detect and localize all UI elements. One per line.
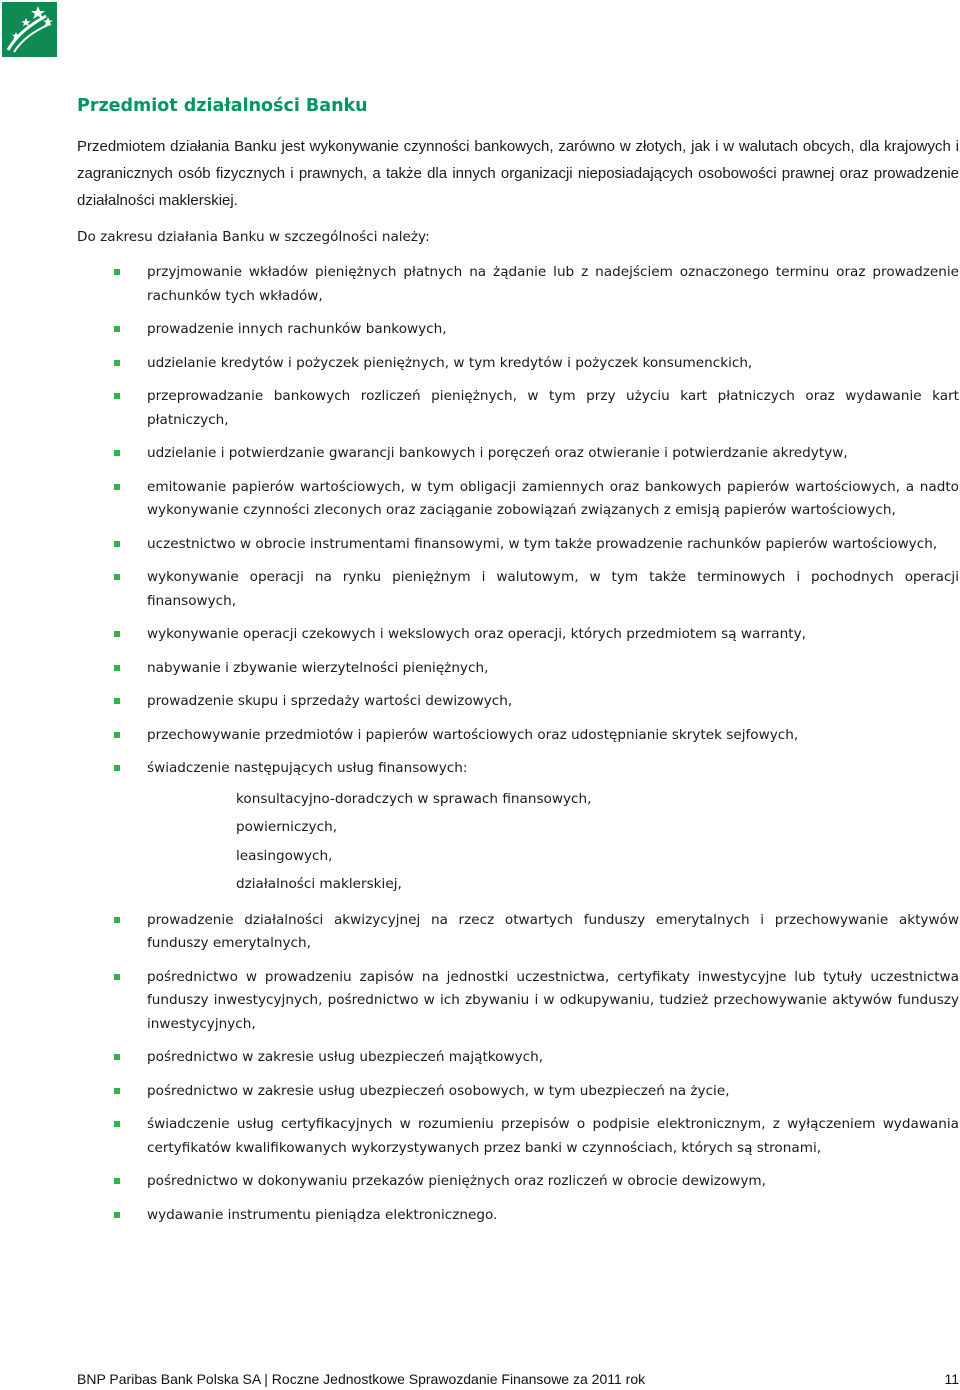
list-item: pośrednictwo w dokonywaniu przekazów pieniężnych oraz rozliczeń w obrocie dewizowym, (0, 1170, 959, 1194)
list-item: pośrednictwo w prowadzeniu zapisów na jednostki uczestnictwa, certyfikaty inwestycyjne lub tytuły uczestnictwa funduszy inwestycyjnych, pośrednictwo w ich zbywaniu i w odkupywaniu, tudzież przechowywanie aktywów funduszy inwestycyjnych, (0, 966, 959, 1037)
sublist-item: działalności maklerskiej, (236, 876, 402, 892)
bullet-icon (114, 393, 120, 399)
list-item: pośrednictwo w zakresie usług ubezpieczeń osobowych, w tym ubezpieczeń na życie, (0, 1080, 959, 1104)
list-item: świadczenie usług certyfikacyjnych w rozumieniu przepisów o podpisie elektronicznym, z wyłączeniem wydawania certyfikatów kwalifikowanych wykorzystywanych przez banki w czynnościach, których są stronami, (0, 1113, 959, 1160)
bnp-paribas-logo (2, 2, 57, 57)
bullet-icon (114, 269, 120, 275)
list-item: wydawanie instrumentu pieniądza elektronicznego. (0, 1204, 959, 1228)
list-item: udzielanie kredytów i pożyczek pieniężnych, w tym kredytów i pożyczek konsumenckich, (0, 352, 959, 376)
bullet-icon (114, 360, 120, 366)
list-item: prowadzenie działalności akwizycyjnej na rzecz otwartych funduszy emerytalnych i przechowywanie aktywów funduszy emerytalnych, (0, 909, 959, 956)
bullet-icon (114, 326, 120, 332)
list-item: emitowanie papierów wartościowych, w tym obligacji zamiennych oraz bankowych papierów wartościowych, a nadto wykonywanie czynności zleconych oraz zaciąganie zobowiązań związanych z emisją papierów wartościowych, (0, 476, 959, 523)
bullet-icon (114, 1121, 120, 1127)
bullet-icon (114, 765, 120, 771)
list-item: nabywanie i zbywanie wierzytelności pieniężnych, (0, 657, 959, 681)
list-item: uczestnictwo w obrocie instrumentami finansowymi, w tym także prowadzenie rachunków papierów wartościowych, (0, 533, 959, 557)
bullet-icon (114, 1088, 120, 1094)
sublist-item: powierniczych, (236, 819, 338, 835)
list-item: przyjmowanie wkładów pieniężnych płatnych na żądanie lub z nadejściem oznaczonego terminu oraz prowadzenie rachunków tych wkładów, (0, 261, 959, 308)
bullet-icon (114, 698, 120, 704)
bullet-icon (114, 917, 120, 923)
bullet-icon (114, 1212, 120, 1218)
bullet-icon (114, 1178, 120, 1184)
list-item: wykonywanie operacji na rynku pieniężnym i walutowym, w tym także terminowych i pochodnych operacji finansowych, (0, 566, 959, 613)
sublist-item: konsultacyjno-doradczych w sprawach finansowych, (236, 790, 592, 807)
bullet-icon (114, 974, 120, 980)
page-number: 11 (944, 1371, 959, 1387)
intro-paragraph: Przedmiotem działania Banku jest wykonywanie czynności bankowych, zarówno w złotych, jak i w walutach obcych, dla krajowych i zagranicznych osób fizycznych i prawnych, a także dla innych organizacji nieposiadających osobowości prawnej oraz prowadzenie działalności maklerskiej. (77, 138, 959, 209)
list-lead: Do zakresu działania Banku w szczególności należy: (77, 229, 430, 245)
bullet-icon (114, 574, 120, 580)
list-item: przeprowadzanie bankowych rozliczeń pieniężnych, w tym przy użyciu kart płatniczych oraz wydawanie kart płatniczych, (0, 385, 959, 432)
page-footer (77, 1371, 959, 1387)
activities-list (0, 261, 960, 1237)
sublist-item: leasingowych, (236, 847, 333, 864)
footer-text: BNP Paribas Bank Polska SA | Roczne Jednostkowe Sprawozdanie Finansowe za 2011 rok (77, 1371, 646, 1387)
financial-services-sublist (147, 785, 959, 899)
list-item: pośrednictwo w zakresie usług ubezpieczeń majątkowych, (0, 1046, 959, 1070)
stars-icon (2, 2, 57, 57)
list-item: świadczenie następujących usług finansowych: konsultacyjno-doradczych w sprawach finansowych, powierniczych, leasingowych, działalności maklerskiej, (0, 757, 959, 899)
bullet-icon (114, 732, 120, 738)
list-item: prowadzenie innych rachunków bankowych, (0, 318, 959, 342)
list-item: prowadzenie skupu i sprzedaży wartości dewizowych, (0, 690, 959, 714)
bullet-icon (114, 450, 120, 456)
bullet-icon (114, 1054, 120, 1060)
bullet-icon (114, 631, 120, 637)
bullet-icon (114, 665, 120, 671)
list-item: udzielanie i potwierdzanie gwarancji bankowych i poręczeń oraz otwieranie i potwierdzanie akredytyw, (0, 442, 959, 466)
list-item: wykonywanie operacji czekowych i wekslowych oraz operacji, których przedmiotem są warranty, (0, 623, 959, 647)
section-title: Przedmiot działalności Banku (77, 96, 368, 116)
bullet-icon (114, 484, 120, 490)
list-item: przechowywanie przedmiotów i papierów wartościowych oraz udostępnianie skrytek sejfowych, (0, 724, 959, 748)
bullet-icon (114, 541, 120, 547)
